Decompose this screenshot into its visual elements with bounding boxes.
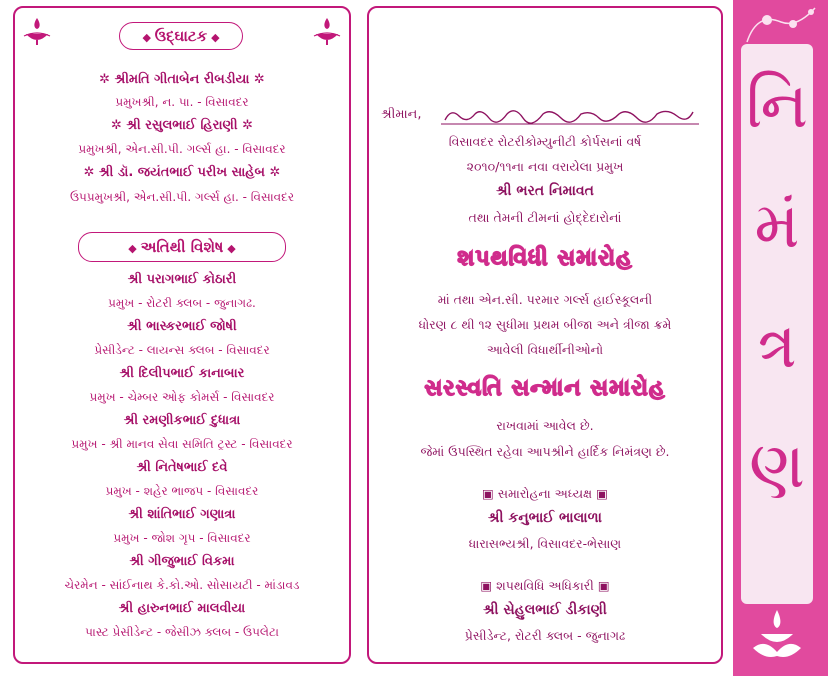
inaugurator-heading: ◆ ઉદ્‌ઘાટક ◆	[119, 22, 243, 50]
event-title-oath: શપથવિધી સમારોહ	[457, 246, 633, 271]
oath-officer-title: પ્રેસીડેન્ટ, રોટરી ક્લબ - જુનાગઢ	[464, 628, 626, 643]
guest-name: શ્રી નિતેષભાઈ દવે	[136, 460, 228, 475]
guest-name: શ્રી રમણીકભાઈ દુધાત્રા	[123, 413, 241, 428]
guest-name: શ્રી ગીજુભાઈ વિકમા	[129, 554, 235, 569]
guest-name: શ્રી શાંતિભાઈ ગણાત્રા	[128, 507, 236, 522]
guest-title: પ્રમુખ - રોટરી ક્લબ - જુનાગઢ.	[108, 296, 256, 310]
title-letter: ત્ર	[757, 309, 797, 383]
guest-title: પ્રેસીડેન્ટ - લાયન્સ ક્લબ - વિસાવદર	[94, 343, 270, 357]
invite-text: રાખવામાં આવેલ છે.	[496, 418, 594, 433]
invite-text: ૨૦૧૦/૧૧ના નવા વરાયેલા પ્રમુખ	[466, 159, 624, 174]
invite-text: માં તથા એન.સી. પરમાર ગર્લ્સ હાઈસ્કૂલની	[437, 292, 653, 307]
guest-title: પાસ્ટ પ્રેસીડેન્ટ - જેસીઝ ક્લબ - ઉપલેટા	[85, 625, 279, 639]
title-letter: મં	[754, 189, 800, 263]
guest-title: પ્રમુખ - શ્રી માનવ સેવા સમિતિ ટ્રસ્ટ - વિસાવદર	[71, 437, 293, 451]
salutation: શ્રીમાન,	[381, 107, 422, 122]
guest-title: ચેરમેન - સાંઈનાથ કે.કો.ઓ. સોસાયટી - માંડાવડ	[64, 578, 300, 592]
guest-name: શ્રી પરાગભાઈ કોઠારી	[127, 272, 237, 287]
invite-text: ધોરણ ૮ થી ૧૨ સુધીમા પ્રથમ બીજા અને ત્રીજા ક્રમે	[418, 317, 672, 332]
chair-title: ધારાસભ્યશ્રી, વિસાવદર-ભેસાણ	[468, 536, 622, 551]
president-name: શ્રી ભરત નિમાવત	[496, 183, 594, 199]
title-letter: નિ	[745, 69, 809, 143]
guest-name: ✲ શ્રી રસુલભાઈ હિરાણી ✲	[110, 118, 254, 133]
invite-text: તથા તેમની ટીમનાં હોદ્દેદારોનાં	[468, 210, 622, 225]
invitation-panel	[367, 6, 723, 664]
oath-officer-label: ▣ શપથવિધિ અધિકારી ▣	[480, 578, 610, 593]
guest-name: ✲ શ્રી ડૉ. જયંતભાઈ પરીખ સાહેબ ✲	[83, 165, 281, 180]
guest-title: પ્રમુખ - ચેમ્બર ઓફ કોમર્સ - વિસાવદર	[89, 390, 275, 404]
guest-name: શ્રી હારુનભાઈ માલવીયા	[118, 601, 246, 616]
chair-label: ▣ સમારોહના અધ્યક્ષ ▣	[482, 486, 608, 501]
invite-text: જેમાં ઉપસ્થિત રહેવા આપશ્રીને હાર્દિક નિમંત્રણ છે.	[420, 444, 670, 459]
title-letter: ણ	[749, 429, 805, 503]
guest-name: શ્રી દિલીપભાઈ કાનાબાર	[119, 366, 245, 381]
diya-lamp-icon	[313, 16, 341, 46]
guest-title: ઉપપ્રમુખશ્રી, એન.સી.પી. ગર્લ્સ હા. - વિસાવદર	[69, 190, 295, 204]
guest-title: પ્રમુખશ્રી, ન. પા. - વિસાવદર	[115, 95, 249, 109]
guest-name: શ્રી ભાસ્કરભાઈ જોષી	[127, 319, 237, 334]
guest-title: પ્રમુખ - શહેર ભાજપ - વિસાવદર	[105, 484, 259, 498]
invite-text: વિસાવદર રોટરીકોમ્યુનીટી કોર્પસનાં વર્ષ	[448, 134, 642, 149]
guest-title: પ્રમુખશ્રી, એન.સી.પી. ગર્લ્સ હા. - વિસાવદર	[78, 142, 286, 156]
invite-text: આવેલી વિધાર્થીનીઓનો	[486, 342, 604, 357]
guest-title: પ્રમુખ - જોશ ગૃપ - વિસાવદર	[113, 531, 251, 545]
left-panel	[13, 6, 351, 664]
title-panel	[741, 44, 813, 604]
title-strip	[733, 0, 828, 676]
chair-name: શ્રી કનુભાઈ ભાલાળા	[488, 510, 602, 526]
diya-lamp-icon	[23, 16, 51, 46]
floral-ornament-icon	[737, 2, 825, 44]
guest-name: ✲ શ્રીમતિ ગીતાબેન રીબડીયા ✲	[99, 72, 265, 87]
lotus-diya-icon	[747, 604, 807, 664]
handwritten-name-field	[441, 104, 701, 128]
event-title-felicitation: સરસ્વતિ સન્માન સમારોહ	[424, 376, 666, 401]
special-guests-heading: ◆ અતિથી વિશેષ ◆	[78, 232, 286, 262]
oath-officer-name: શ્રી સેહુલભાઈ ડીકાણી	[483, 602, 607, 618]
